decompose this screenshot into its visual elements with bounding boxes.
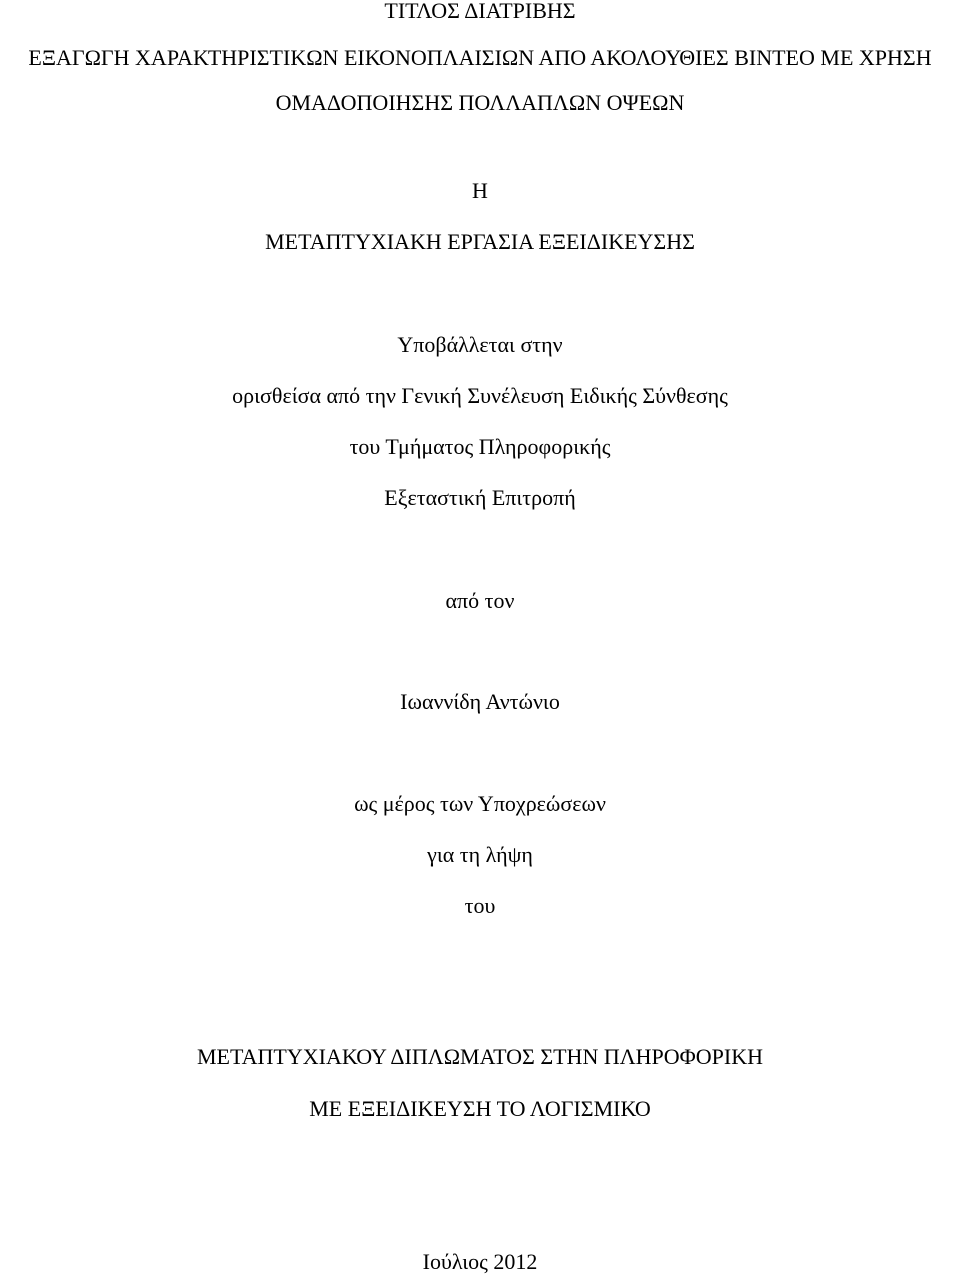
requirements-text: ως μέρος των Υποχρεώσεων	[354, 791, 606, 816]
of-text: του	[464, 893, 496, 918]
submission-date: Ιούλιος 2012	[422, 1249, 538, 1274]
degree-text: ΜΕΤΑΠΤΥΧΙΑΚΟΥ ΔΙΠΛΩΜΑΤΟΣ ΣΤΗΝ ΠΛΗΡΟΦΟΡΙΚΗ	[196, 1044, 763, 1069]
committee-text: Εξεταστική Επιτροπή	[384, 485, 576, 510]
article-text: Η	[472, 178, 488, 203]
thesis-title-heading: ΤΙΤΛΟΣ ΔΙΑΤΡΙΒΗΣ	[384, 0, 576, 23]
thesis-title-line-1: ΕΞΑΓΩΓΗ ΧΑΡΑΚΤΗΡΙΣΤΙΚΩΝ ΕΙΚΟΝΟΠΛΑΙΣΙΩΝ ΑΠΟ ΑΚΟΛΟΥΘΙΕΣ ΒΙΝΤΕΟ ΜΕ ΧΡΗΣΗ	[28, 45, 932, 70]
thesis-title-line-2: ΟΜΑΔΟΠΟΙΗΣΗΣ ΠΟΛΛΑΠΛΩΝ ΟΨΕΩΝ	[275, 90, 685, 115]
submitted-to-text: Υποβάλλεται στην	[397, 332, 563, 357]
assembly-text: ορισθείσα από την Γενική Συνέλευση Ειδικής Σύνθεσης	[232, 383, 728, 408]
specialization-text: ΜΕ ΕΞΕΙΔΙΚΕΥΣΗ ΤΟ ΛΟΓΙΣΜΙΚΟ	[309, 1096, 651, 1121]
by-text: από τον	[445, 588, 515, 613]
for-obtaining-text: για τη λήψη	[427, 842, 533, 867]
department-text: του Τμήματος Πληροφορικής	[349, 434, 611, 459]
author-name: Ιωαννίδη Αντώνιο	[400, 689, 560, 714]
work-type: ΜΕΤΑΠΤΥΧΙΑΚΗ ΕΡΓΑΣΙΑ ΕΞΕΙΔΙΚΕΥΣΗΣ	[265, 229, 695, 254]
